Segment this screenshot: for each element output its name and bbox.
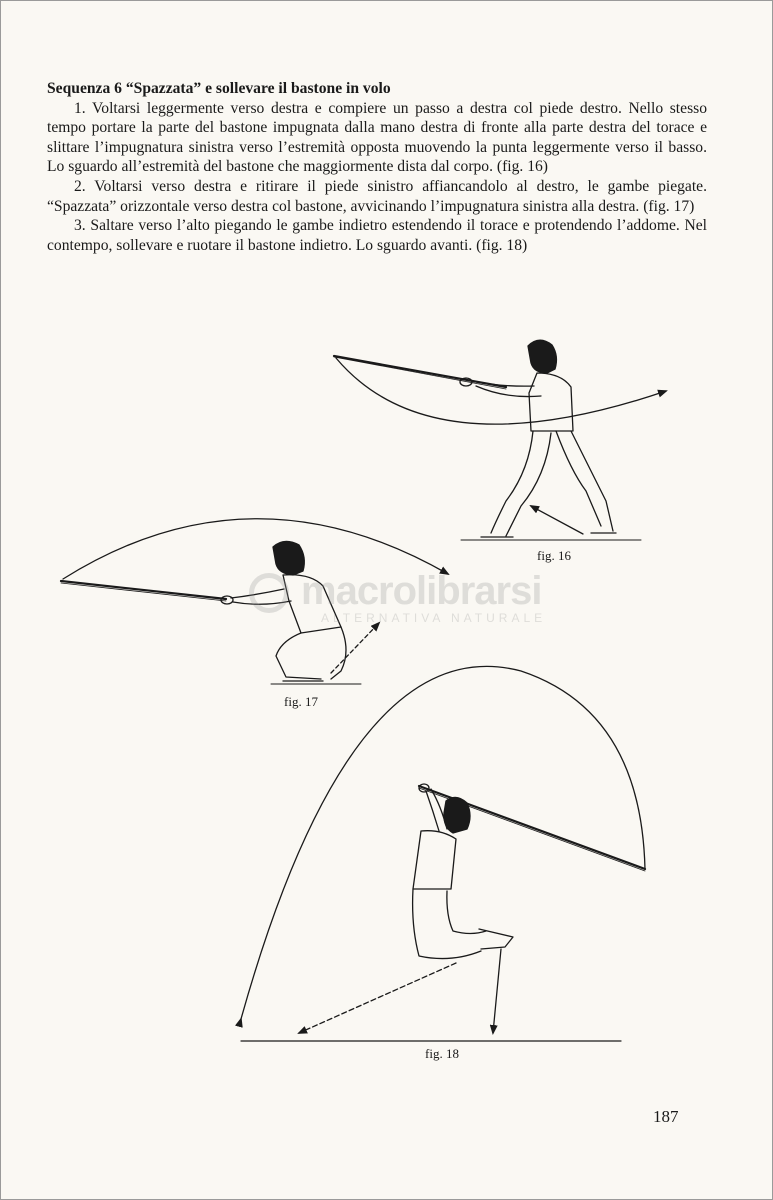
fig18-motion-arc bbox=[241, 666, 645, 1019]
figure-18-illustration bbox=[241, 666, 645, 1041]
watermark bbox=[249, 571, 546, 625]
fig16-caption: fig. 16 bbox=[537, 548, 571, 563]
section-heading: Sequenza 6 “Spazzata” e sollevare il bastone in volo bbox=[47, 80, 391, 97]
fig18-head bbox=[444, 797, 470, 833]
watermark-logo-icon bbox=[249, 573, 289, 613]
fig17-caption: fig. 17 bbox=[284, 694, 318, 709]
paragraph-3: 3. Saltare verso l’alto piegando le gambe indietro estendendo il torace e protendendo l’addome. Nel contempo, sollevare e ruotare il bastone indietro. Lo sguardo avanti. (fig. 18) bbox=[47, 217, 707, 254]
figure-16-illustration bbox=[334, 340, 666, 540]
watermark-name: macrolibrarsi bbox=[301, 569, 542, 613]
watermark-tagline: ALTERNATIVA NATURALE bbox=[321, 611, 547, 625]
fig18-jump-arrow bbox=[299, 963, 456, 1033]
fig16-step-arrow bbox=[531, 506, 583, 534]
fig18-caption: fig. 18 bbox=[425, 1046, 459, 1061]
fig18-drop-arrow bbox=[493, 949, 501, 1033]
paragraph-2: 2. Voltarsi verso destra e ritirare il piede sinistro affiancandolo al destro, le gambe piegate. “Spazzata” orizzontale verso destra col bastone, avvicinando l’impugnatura sinistra alla destra. (fig. 17) bbox=[47, 177, 707, 215]
fig17-head bbox=[273, 541, 304, 575]
fig16-motion-arc bbox=[336, 358, 666, 424]
fig16-head bbox=[528, 340, 556, 373]
page-number: 187 bbox=[653, 1107, 679, 1126]
fig17-staff bbox=[61, 581, 226, 599]
paragraph-1: 1. Voltarsi leggermente verso destra e compiere un passo a destra col piede destro. Nello stesso tempo portare la parte del bastone impugnata dalla mano destra di fronte alla parte destra del torace e slittare l’impugnatura sinistra verso l’estremità opposta muovendo la punta leggermente verso il basso. Lo sguardo all’estremità del bastone che maggiormente dista dal corpo. (fig. 16) bbox=[47, 99, 707, 176]
fig17-step-arrow bbox=[331, 623, 379, 673]
